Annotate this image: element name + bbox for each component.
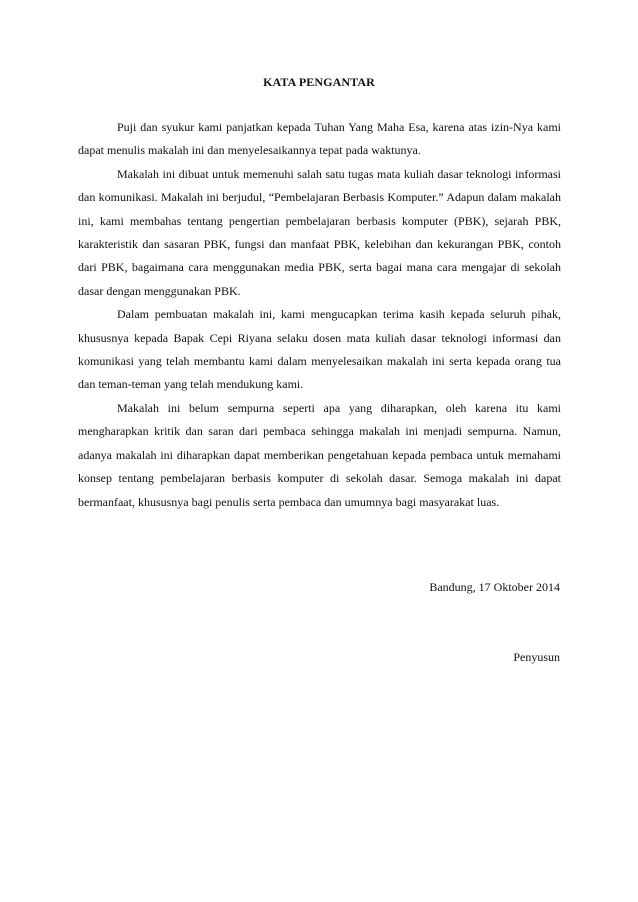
paragraph-thanks: Dalam pembuatan makalah ini, kami mengucapkan terima kasih kepada seluruh pihak, khususnya kepada Bapak Cepi Riyana selaku dosen mata kuliah dasar teknologi informasi dan komunikasi yang telah membantu kami dalam menyelesaikan makalah ini serta kepada orang tua dan teman-teman yang telah mendukung kami. (78, 307, 561, 392)
author-signoff: Penyusun (513, 650, 560, 664)
paragraph-greeting: Puji dan syukur kami panjatkan kepada Tuhan Yang Maha Esa, karena atas izin-Nya kami dapat menulis makalah ini dan menyelesaikannya tepat pada waktunya. (78, 120, 561, 158)
page-title: KATA PENGANTAR (263, 75, 375, 89)
place-date: Bandung, 17 Oktober 2014 (429, 580, 560, 594)
document-body (78, 116, 561, 514)
paragraph-purpose: Makalah ini dibuat untuk memenuhi salah satu tugas mata kuliah dasar teknologi informasi dan komunikasi. Makalah ini berjudul, “Pembelajaran Berbasis Komputer.” Adapun dalam makalah ini, kami membahas tentang pengertian pembelajaran berbasis komputer (PBK), sejarah PBK, karakteristik dan sasaran PBK, fungsi dan manfaat PBK, kelebihan dan kekurangan PBK, contoh dari PBK, bagaimana cara menggunakan media PBK, serta bagai mana cara mengajar di sekolah dasar dengan menggunakan PBK. (78, 166, 561, 298)
paragraph-closing: Makalah ini belum sempurna seperti apa yang diharapkan, oleh karena itu kami mengharapkan kritik dan saran dari pembaca sehingga makalah ini menjadi sempurna. Namun, adanya makalah ini diharapkan dapat memberikan pengetahuan kepada pembaca untuk memahami konsep tentang pembelajaran berbasis komputer di sekolah dasar. Semoga makalah ini dapat bermanfaat, khususnya bagi penulis serta pembaca dan umumnya bagi masyarakat luas. (78, 400, 561, 509)
